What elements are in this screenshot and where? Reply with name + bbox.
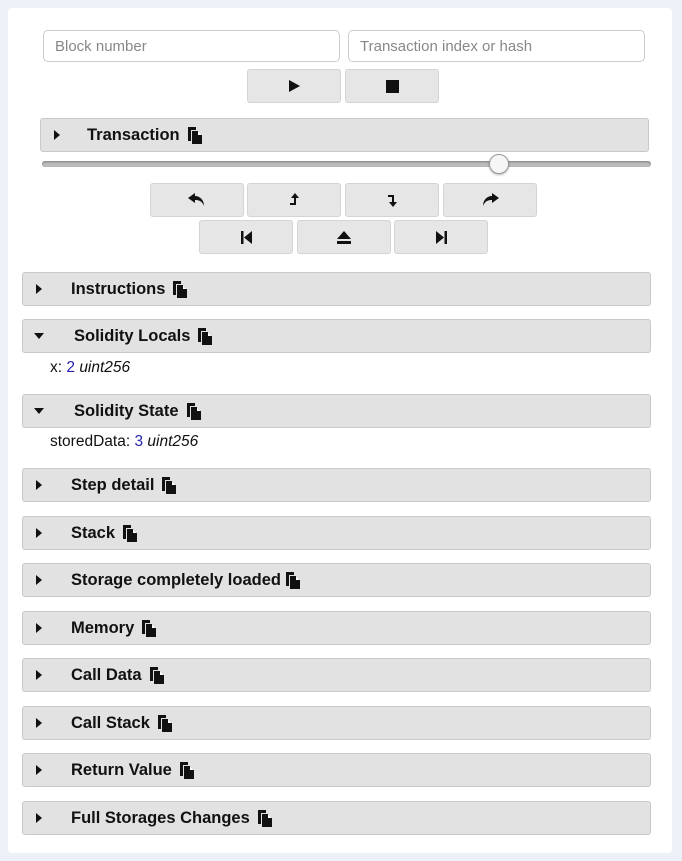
jump-previous-breakpoint-icon [241, 231, 252, 244]
section-call-stack[interactable] [22, 706, 651, 740]
redo-arrow-icon [481, 193, 499, 207]
variable-value: 3 [134, 433, 144, 450]
variable-separator: : [57, 359, 67, 376]
section-instructions[interactable] [22, 272, 651, 306]
copy-icon[interactable] [157, 715, 173, 732]
copy-icon[interactable] [172, 281, 188, 298]
copy-icon[interactable] [161, 477, 177, 494]
step-back-button[interactable] [150, 183, 244, 217]
caret-right-icon [34, 575, 44, 585]
caret-right-icon [34, 623, 44, 633]
variable-name: storedData [50, 433, 126, 450]
state-variable-row [50, 433, 198, 451]
step-into-button[interactable] [345, 183, 439, 217]
local-variable-row [50, 359, 130, 377]
caret-right-icon [34, 765, 44, 775]
section-title: Call Stack [71, 713, 150, 732]
step-into-icon [386, 193, 398, 207]
variable-type: uint256 [79, 359, 131, 376]
section-title: Memory [71, 618, 135, 637]
copy-icon[interactable] [197, 328, 213, 345]
caret-right-icon [34, 528, 44, 538]
variable-type: uint256 [147, 433, 199, 450]
section-return-value[interactable] [22, 753, 651, 787]
variable-name: x [50, 359, 58, 376]
section-step-detail[interactable] [22, 468, 651, 502]
caret-down-icon [34, 406, 44, 416]
step-over-button[interactable] [443, 183, 537, 217]
copy-icon[interactable] [141, 620, 157, 637]
variable-separator: : [125, 433, 135, 450]
section-call-data[interactable] [22, 658, 651, 692]
section-title: Instructions [71, 279, 166, 298]
caret-right-icon [34, 718, 44, 728]
step-slider-track[interactable] [42, 161, 651, 167]
caret-down-icon [34, 331, 44, 341]
section-title: Solidity State [74, 401, 179, 420]
transaction-input[interactable] [348, 30, 645, 62]
section-title: Call Data [71, 665, 142, 684]
variable-value: 2 [66, 359, 75, 376]
copy-icon[interactable] [186, 403, 202, 420]
step-out-back-button[interactable] [247, 183, 341, 217]
section-solidity-state[interactable] [22, 394, 651, 428]
section-storage[interactable] [22, 563, 651, 597]
section-full-storages-changes[interactable] [22, 801, 651, 835]
section-stack[interactable] [22, 516, 651, 550]
caret-right-icon [34, 480, 44, 490]
block-number-input[interactable] [43, 30, 340, 62]
section-memory[interactable] [22, 611, 651, 645]
section-title: Stack [71, 523, 116, 542]
transaction-title: Transaction [87, 125, 180, 144]
copy-icon[interactable] [285, 572, 301, 589]
step-out-icon [288, 193, 300, 207]
copy-icon[interactable] [257, 810, 273, 827]
play-icon [287, 79, 301, 93]
section-solidity-locals[interactable] [22, 319, 651, 353]
section-title: Return Value [71, 760, 172, 779]
play-button[interactable] [247, 69, 341, 103]
undo-arrow-icon [188, 193, 206, 207]
jump-next-breakpoint-button[interactable] [394, 220, 488, 254]
jump-previous-breakpoint-button[interactable] [199, 220, 293, 254]
eject-icon [337, 231, 351, 244]
copy-icon[interactable] [122, 525, 138, 542]
stop-icon [386, 80, 399, 93]
copy-icon[interactable] [149, 667, 165, 684]
caret-right-icon [52, 130, 62, 140]
section-title: Full Storages Changes [71, 808, 250, 827]
copy-icon[interactable] [179, 762, 195, 779]
caret-right-icon [34, 670, 44, 680]
copy-icon[interactable] [187, 127, 203, 144]
section-title: Storage completely loaded [71, 570, 281, 589]
transaction-section[interactable] [40, 118, 649, 152]
jump-next-breakpoint-icon [436, 231, 447, 244]
caret-right-icon [34, 813, 44, 823]
section-title: Step detail [71, 475, 155, 494]
caret-right-icon [34, 284, 44, 294]
step-slider-thumb[interactable] [489, 154, 509, 174]
stop-button[interactable] [345, 69, 439, 103]
section-title: Solidity Locals [74, 326, 191, 345]
jump-out-button[interactable] [297, 220, 391, 254]
